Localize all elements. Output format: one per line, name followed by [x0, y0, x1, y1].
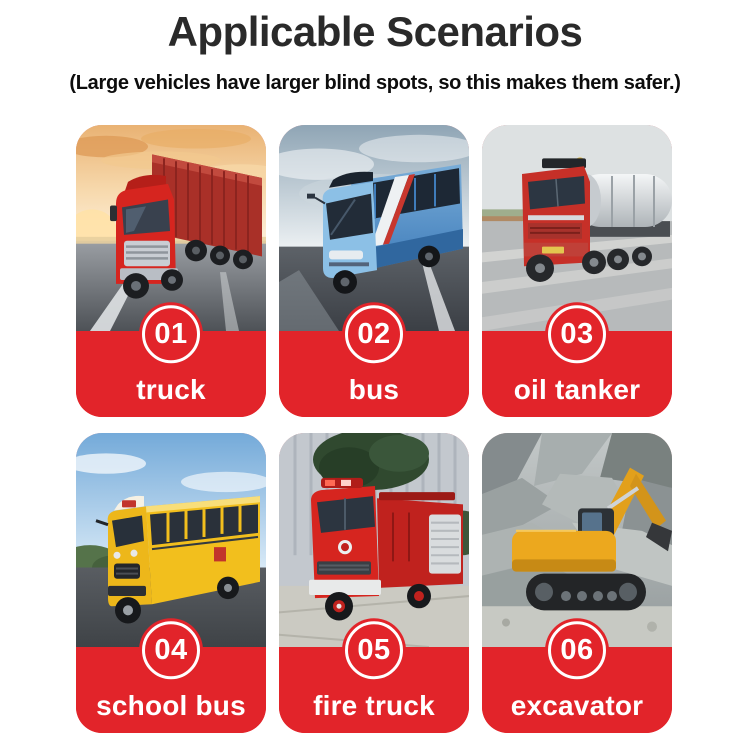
card-label: bus	[348, 374, 400, 405]
oil-tanker-photo	[482, 125, 672, 331]
bus-illustration	[279, 125, 469, 331]
card-label: excavator	[510, 690, 644, 721]
scenario-grid	[76, 125, 672, 733]
truck-photo	[76, 125, 266, 331]
number-badge	[139, 302, 203, 366]
number-badge	[545, 302, 609, 366]
truck-illustration	[76, 125, 266, 331]
badge-number: 04	[154, 633, 188, 666]
card-label: truck	[136, 374, 206, 405]
number-badge	[342, 618, 406, 682]
card-label: school bus	[96, 690, 246, 721]
number-badge	[139, 618, 203, 682]
badge-ring	[548, 305, 606, 363]
card-bus	[279, 125, 469, 417]
school-bus-photo	[76, 433, 266, 647]
badge-number: 05	[357, 633, 391, 666]
number-badge	[342, 302, 406, 366]
bus-photo	[279, 125, 469, 331]
badge-ring	[345, 621, 403, 679]
excavator-photo	[482, 433, 672, 647]
excavator-illustration	[482, 433, 672, 647]
badge-ring	[548, 621, 606, 679]
badge-number: 01	[154, 317, 188, 350]
badge-number: 03	[560, 317, 594, 350]
card-fire-truck	[279, 433, 469, 733]
number-badge	[545, 618, 609, 682]
card-oil-tanker	[482, 125, 672, 417]
oil-tanker-illustration	[482, 125, 672, 331]
fire-truck-illustration	[279, 433, 469, 647]
card-truck	[76, 125, 266, 417]
page-title: Applicable Scenarios	[167, 8, 583, 55]
card-label: oil tanker	[513, 374, 641, 405]
badge-number: 06	[560, 633, 594, 666]
badge-ring	[142, 621, 200, 679]
page-subtitle: (Large vehicles have larger blind spots, so this makes them safer.)	[69, 72, 681, 94]
school-bus-illustration	[76, 433, 266, 647]
badge-number: 02	[357, 317, 391, 350]
badge-ring	[142, 305, 200, 363]
card-school-bus	[76, 433, 266, 733]
badge-ring	[345, 305, 403, 363]
card-excavator	[482, 433, 672, 733]
fire-truck-photo	[279, 433, 469, 647]
card-label: fire truck	[313, 690, 435, 721]
